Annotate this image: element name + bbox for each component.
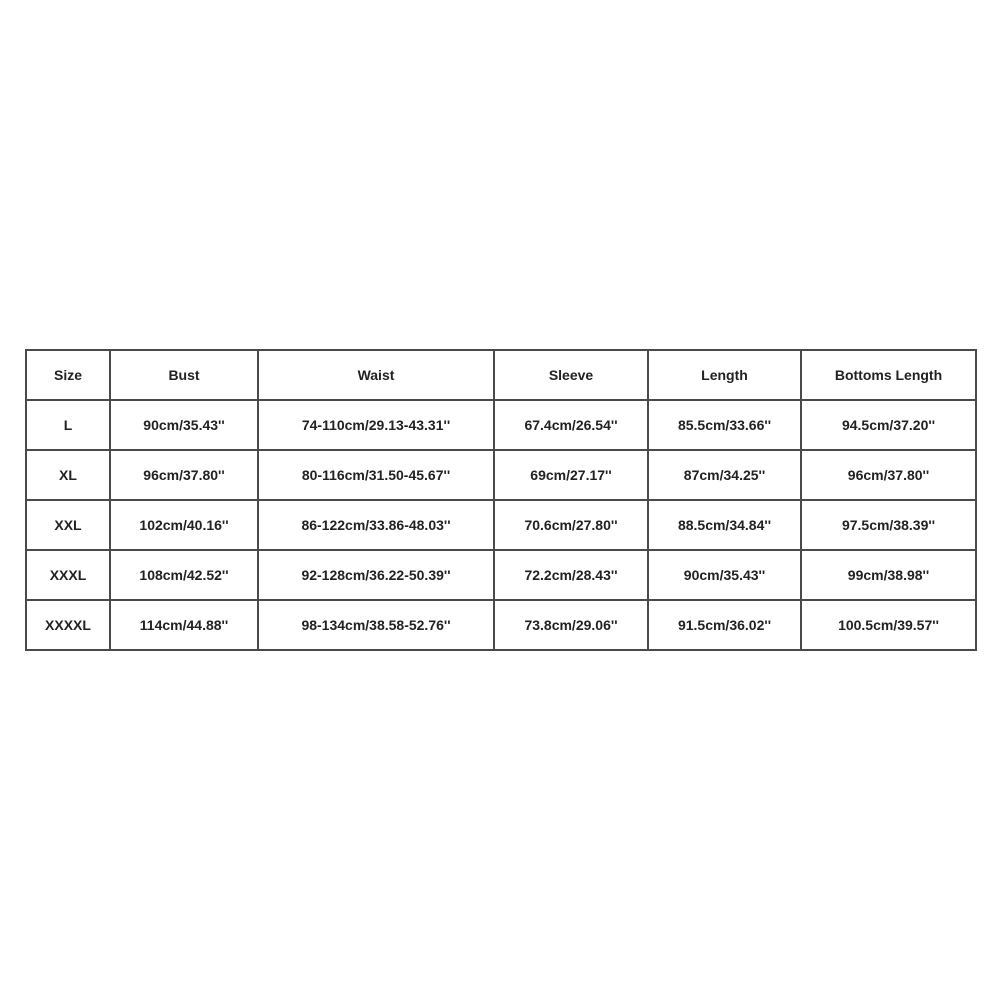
cell-bottoms-length: 100.5cm/39.57'' xyxy=(801,600,976,650)
cell-sleeve: 72.2cm/28.43'' xyxy=(494,550,648,600)
table-row xyxy=(26,450,976,500)
cell-size: XL xyxy=(26,450,110,500)
cell-length: 85.5cm/33.66'' xyxy=(648,400,801,450)
cell-bottoms-length: 99cm/38.98'' xyxy=(801,550,976,600)
cell-sleeve: 73.8cm/29.06'' xyxy=(494,600,648,650)
header-bottoms-length: Bottoms Length xyxy=(801,350,976,400)
table-row xyxy=(26,400,976,450)
cell-bust: 108cm/42.52'' xyxy=(110,550,258,600)
cell-size: XXXXL xyxy=(26,600,110,650)
cell-length: 88.5cm/34.84'' xyxy=(648,500,801,550)
cell-bust: 102cm/40.16'' xyxy=(110,500,258,550)
cell-bust: 96cm/37.80'' xyxy=(110,450,258,500)
cell-bottoms-length: 94.5cm/37.20'' xyxy=(801,400,976,450)
cell-waist: 98-134cm/38.58-52.76'' xyxy=(258,600,494,650)
header-bust: Bust xyxy=(110,350,258,400)
cell-size: XXXL xyxy=(26,550,110,600)
cell-size: XXL xyxy=(26,500,110,550)
header-size: Size xyxy=(26,350,110,400)
header-length: Length xyxy=(648,350,801,400)
cell-sleeve: 70.6cm/27.80'' xyxy=(494,500,648,550)
cell-bottoms-length: 97.5cm/38.39'' xyxy=(801,500,976,550)
cell-waist: 92-128cm/36.22-50.39'' xyxy=(258,550,494,600)
cell-length: 90cm/35.43'' xyxy=(648,550,801,600)
cell-bust: 114cm/44.88'' xyxy=(110,600,258,650)
cell-length: 87cm/34.25'' xyxy=(648,450,801,500)
cell-length: 91.5cm/36.02'' xyxy=(648,600,801,650)
table-row xyxy=(26,500,976,550)
cell-sleeve: 69cm/27.17'' xyxy=(494,450,648,500)
cell-sleeve: 67.4cm/26.54'' xyxy=(494,400,648,450)
cell-size: L xyxy=(26,400,110,450)
table-row xyxy=(26,600,976,650)
cell-waist: 80-116cm/31.50-45.67'' xyxy=(258,450,494,500)
header-waist: Waist xyxy=(258,350,494,400)
cell-bottoms-length: 96cm/37.80'' xyxy=(801,450,976,500)
header-sleeve: Sleeve xyxy=(494,350,648,400)
header-row xyxy=(26,350,976,400)
cell-waist: 86-122cm/33.86-48.03'' xyxy=(258,500,494,550)
cell-bust: 90cm/35.43'' xyxy=(110,400,258,450)
cell-waist: 74-110cm/29.13-43.31'' xyxy=(258,400,494,450)
size-chart-table xyxy=(25,349,977,651)
table-row xyxy=(26,550,976,600)
